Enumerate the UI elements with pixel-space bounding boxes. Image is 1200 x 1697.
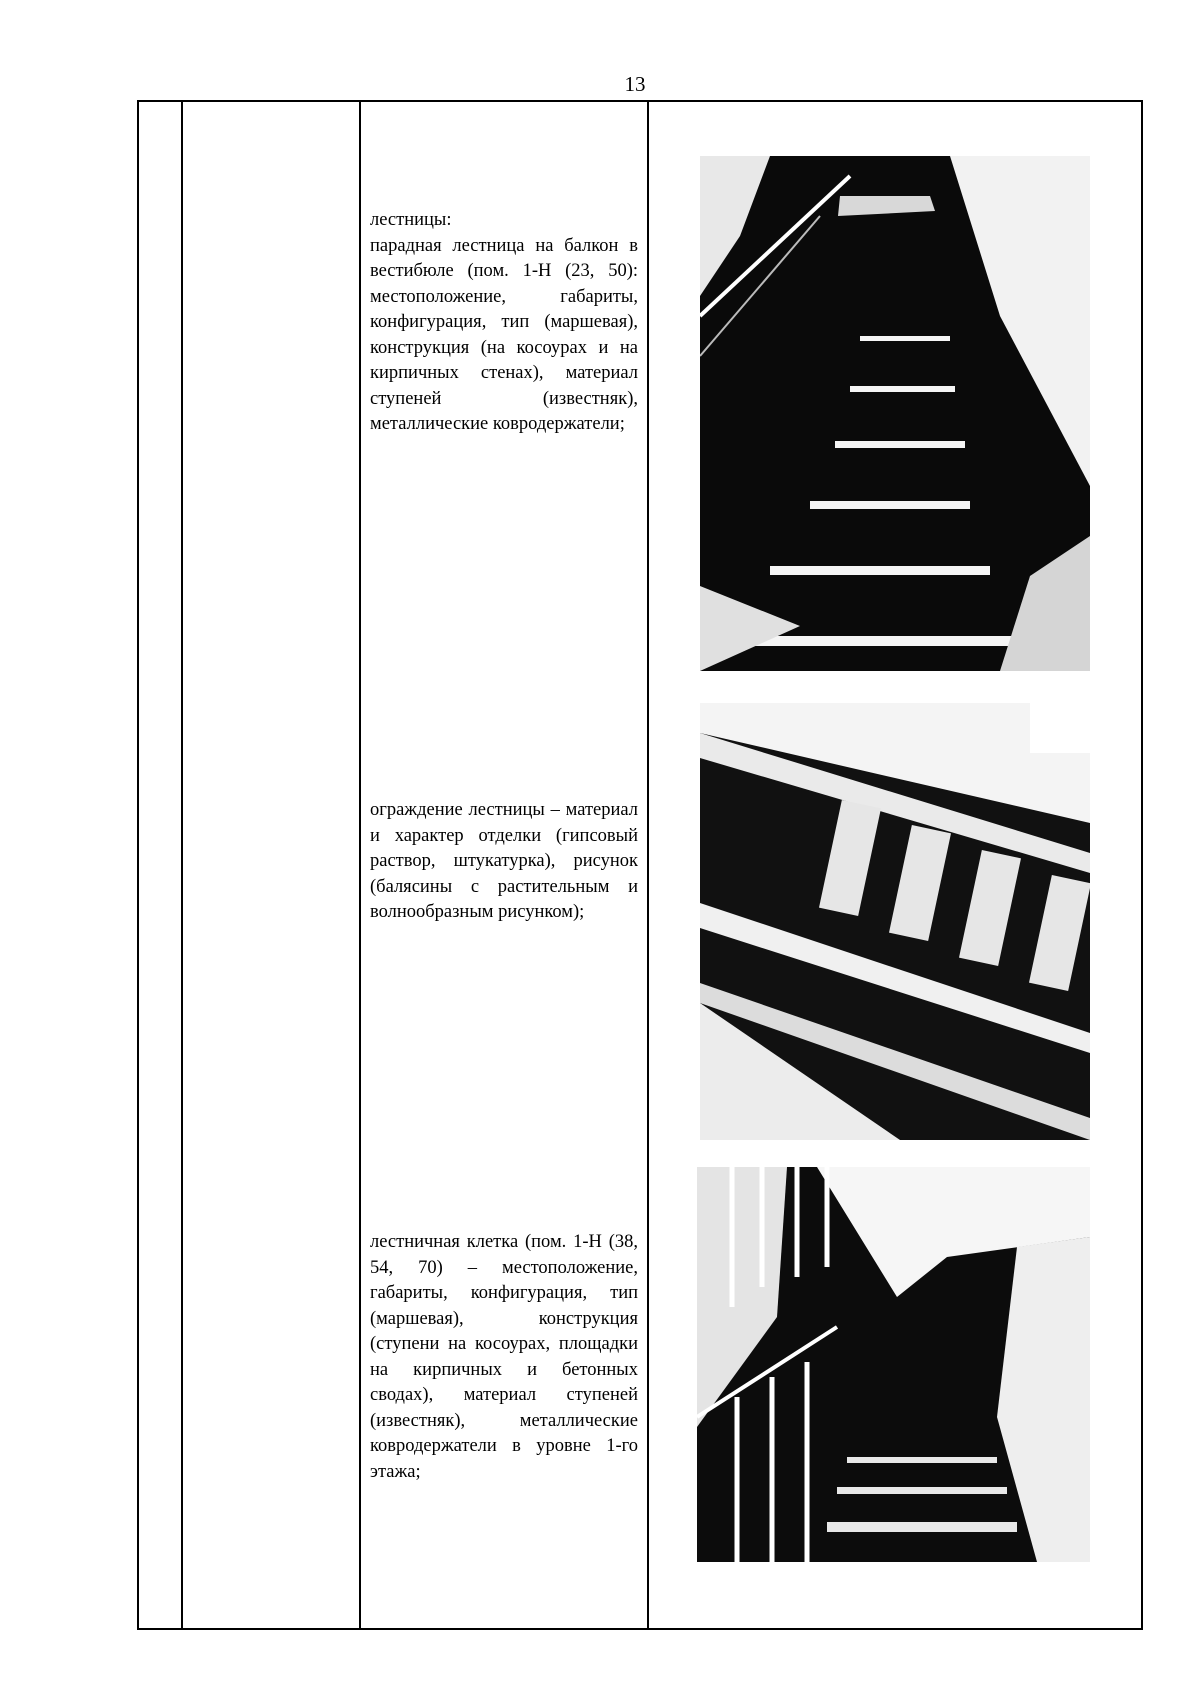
row-2-description [370, 798, 638, 926]
row-1-line-1: лестницы: [370, 210, 452, 230]
stair-balustrade-photo [700, 703, 1090, 1140]
column-divider-3 [647, 102, 649, 1628]
column-divider-2 [359, 102, 361, 1628]
row-1-line-2: парадная лестница на балкон в вестибюле (пом. 1-Н (23, 50): местоположение, габариты, конфигурация, тип (маршевая), конструкция (на косоурах и на кирпичных стенах), материал ступеней (известняк), металлические ковродержатели; [370, 235, 638, 434]
page-number: 13 [624, 72, 646, 96]
column-divider-1 [181, 102, 183, 1628]
stairwell-photo [697, 1167, 1090, 1562]
row-2-line-1: ограждение лестницы – материал и характер отделки (гипсовый раствор, штукатурка), рисунок (балясины с растительным и волнообразным рисунком); [370, 800, 638, 922]
row-1-description [370, 208, 638, 438]
grand-staircase-photo [700, 156, 1090, 671]
row-3-line-1: лестничная клетка (пом. 1-Н (38, 54, 70) – местоположение, габариты, конфигурация, тип (маршевая), конструкция (ступени на косоурах, площадки на кирпичных и бетонных сводах), материал ступеней (известняк), металлические ковродержатели в уровне 1-го этажа; [370, 1232, 638, 1482]
row-3-description [370, 1230, 638, 1485]
